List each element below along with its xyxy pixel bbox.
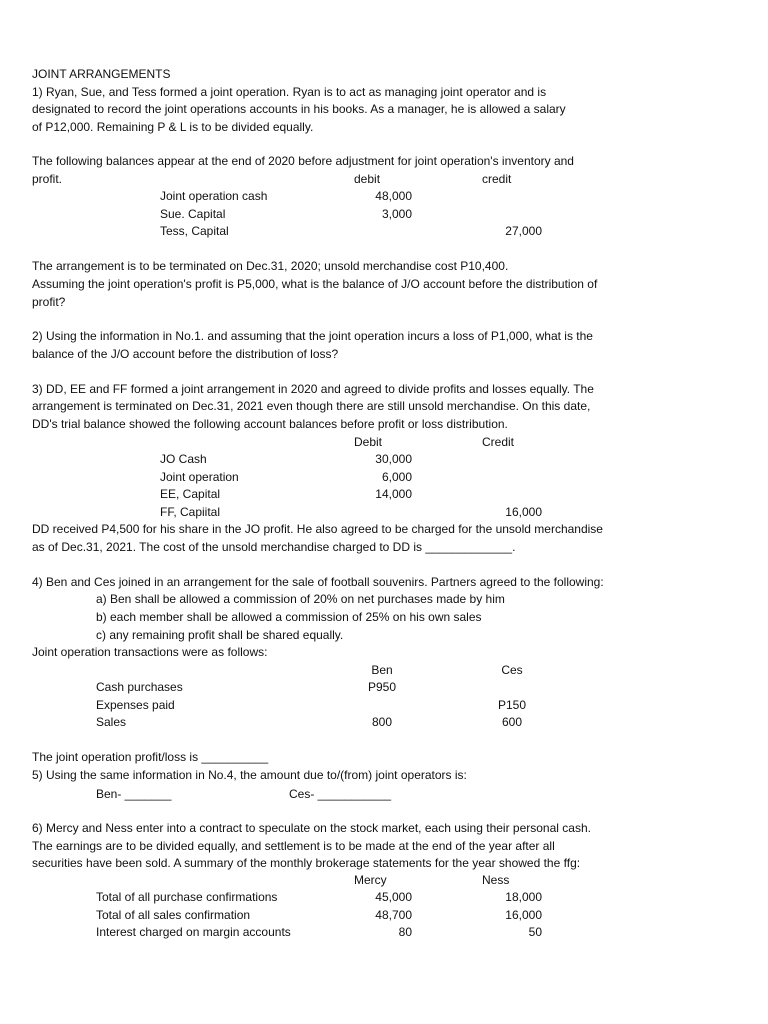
q4-item-c: c) any remaining profit shall be shared equally.	[96, 628, 344, 642]
q4-intro: 4) Ben and Ces joined in an arrangement for the sale of football souvenirs. Partners agreed to the following:	[32, 575, 604, 589]
q1-row-debit: 48,000	[375, 189, 412, 203]
q1-balances-intro-2: profit.	[32, 172, 63, 186]
q1-col-debit: debit	[354, 172, 381, 186]
q3-row-label: JO Cash	[160, 452, 207, 466]
q1-row-debit: 3,000	[381, 207, 412, 221]
q1-after-3: profit?	[32, 295, 66, 309]
q3-row-debit: 6,000	[381, 470, 412, 484]
q6-row-label: Total of all purchase confirmations	[96, 890, 278, 904]
q3-row-debit: 30,000	[375, 452, 412, 466]
q3-line-2: arrangement is terminated on Dec.31, 2021 even though there are still unsold merchandise. On this date,	[32, 399, 591, 413]
q6-row-ness: 50	[528, 925, 542, 939]
q1-balances-intro: The following balances appear at the end of 2020 before adjustment for joint operation's inventory and	[32, 154, 574, 168]
q6-row-ness: 18,000	[505, 890, 542, 904]
q1-after-1: The arrangement is to be terminated on Dec.31, 2020; unsold merchandise cost P10,400.	[32, 259, 509, 273]
q4-row-label: Cash purchases	[96, 680, 183, 694]
q6-row-mercy: 45,000	[375, 890, 412, 904]
q5-ben-blank: Ben- _______	[96, 787, 172, 801]
q2-line-2: balance of the J/O account before the distribution of loss?	[32, 347, 339, 361]
q4-row-ben: 800	[371, 715, 393, 729]
q6-line-3: securities have been sold. A summary of the monthly brokerage statements for the year showed the ffg:	[32, 856, 581, 870]
q1-line-3: of P12,000. Remaining P & L is to be divided equally.	[32, 120, 314, 134]
q3-line-3: DD's trial balance showed the following account balances before profit or loss distribution.	[32, 417, 508, 431]
q6-line-1: 6) Mercy and Ness enter into a contract to speculate on the stock market, each using their personal cash.	[32, 821, 591, 835]
q3-row-label: Joint operation	[160, 470, 239, 484]
q4-row-label: Expenses paid	[96, 698, 175, 712]
q3-row-label: EE, Capital	[160, 487, 221, 501]
q6-col-mercy: Mercy	[354, 873, 387, 887]
q5-line: 5) Using the same information in No.4, the amount due to/(from) joint operators is:	[32, 768, 467, 782]
q4-item-a: a) Ben shall be allowed a commission of 20% on net purchases made by him	[96, 592, 505, 606]
q3-row-credit: 16,000	[505, 505, 542, 519]
q4-transactions-intro: Joint operation transactions were as follows:	[32, 645, 268, 659]
q1-row-label: Tess, Capital	[160, 224, 229, 238]
q5-ces-blank: Ces- ___________	[289, 787, 392, 801]
q3-after-1: DD received P4,500 for his share in the JO profit. He also agreed to be charged for the unsold merchandise	[32, 522, 603, 536]
q3-line-1: 3) DD, EE and FF formed a joint arrangement in 2020 and agreed to divide profits and losses equally. The	[32, 382, 594, 396]
q6-line-2: The earnings are to be divided equally, and settlement is to be made at the end of the year after all	[32, 839, 555, 853]
q6-row-mercy: 48,700	[375, 908, 412, 922]
q3-col-debit: Debit	[354, 435, 383, 449]
q6-row-label: Interest charged on margin accounts	[96, 925, 291, 939]
page-title: JOINT ARRANGEMENTS	[32, 67, 171, 81]
q1-row-label: Sue. Capital	[160, 207, 226, 221]
q3-row-label: FF, Capiital	[160, 505, 221, 519]
q6-row-label: Total of all sales confirmation	[96, 908, 251, 922]
q1-line-1: 1) Ryan, Sue, and Tess formed a joint operation. Ryan is to act as managing joint operator and is	[32, 85, 547, 99]
q4-item-b: b) each member shall be allowed a commission of 25% on his own sales	[96, 610, 482, 624]
q3-col-credit: Credit	[482, 435, 515, 449]
q1-line-2: designated to record the joint operations accounts in his books. As a manager, he is allowed a salary	[32, 102, 566, 116]
q3-after-2: as of Dec.31, 2021. The cost of the unsold merchandise charged to DD is _____________.	[32, 540, 516, 554]
q1-row-credit: 27,000	[505, 224, 542, 238]
q4-question: The joint operation profit/loss is __________	[32, 750, 269, 764]
q1-col-credit: credit	[482, 172, 512, 186]
q6-row-ness: 16,000	[505, 908, 542, 922]
q1-row-label: Joint operation cash	[160, 189, 268, 203]
q6-row-mercy: 80	[398, 925, 412, 939]
q3-row-debit: 14,000	[375, 487, 412, 501]
q4-row-label: Sales	[96, 715, 127, 729]
q4-row-ben: P950	[367, 680, 397, 694]
q4-col-ben: Ben	[371, 663, 393, 677]
q4-row-ces: 600	[501, 715, 523, 729]
q2-line-1: 2) Using the information in No.1. and assuming that the joint operation incurs a loss of P1,000, what is the	[32, 329, 593, 343]
q1-after-2: Assuming the joint operation's profit is P5,000, what is the balance of J/O account before the distribution of	[32, 277, 598, 291]
q4-col-ces: Ces	[501, 663, 523, 677]
q6-col-ness: Ness	[482, 873, 510, 887]
q4-row-ces: P150	[497, 698, 527, 712]
